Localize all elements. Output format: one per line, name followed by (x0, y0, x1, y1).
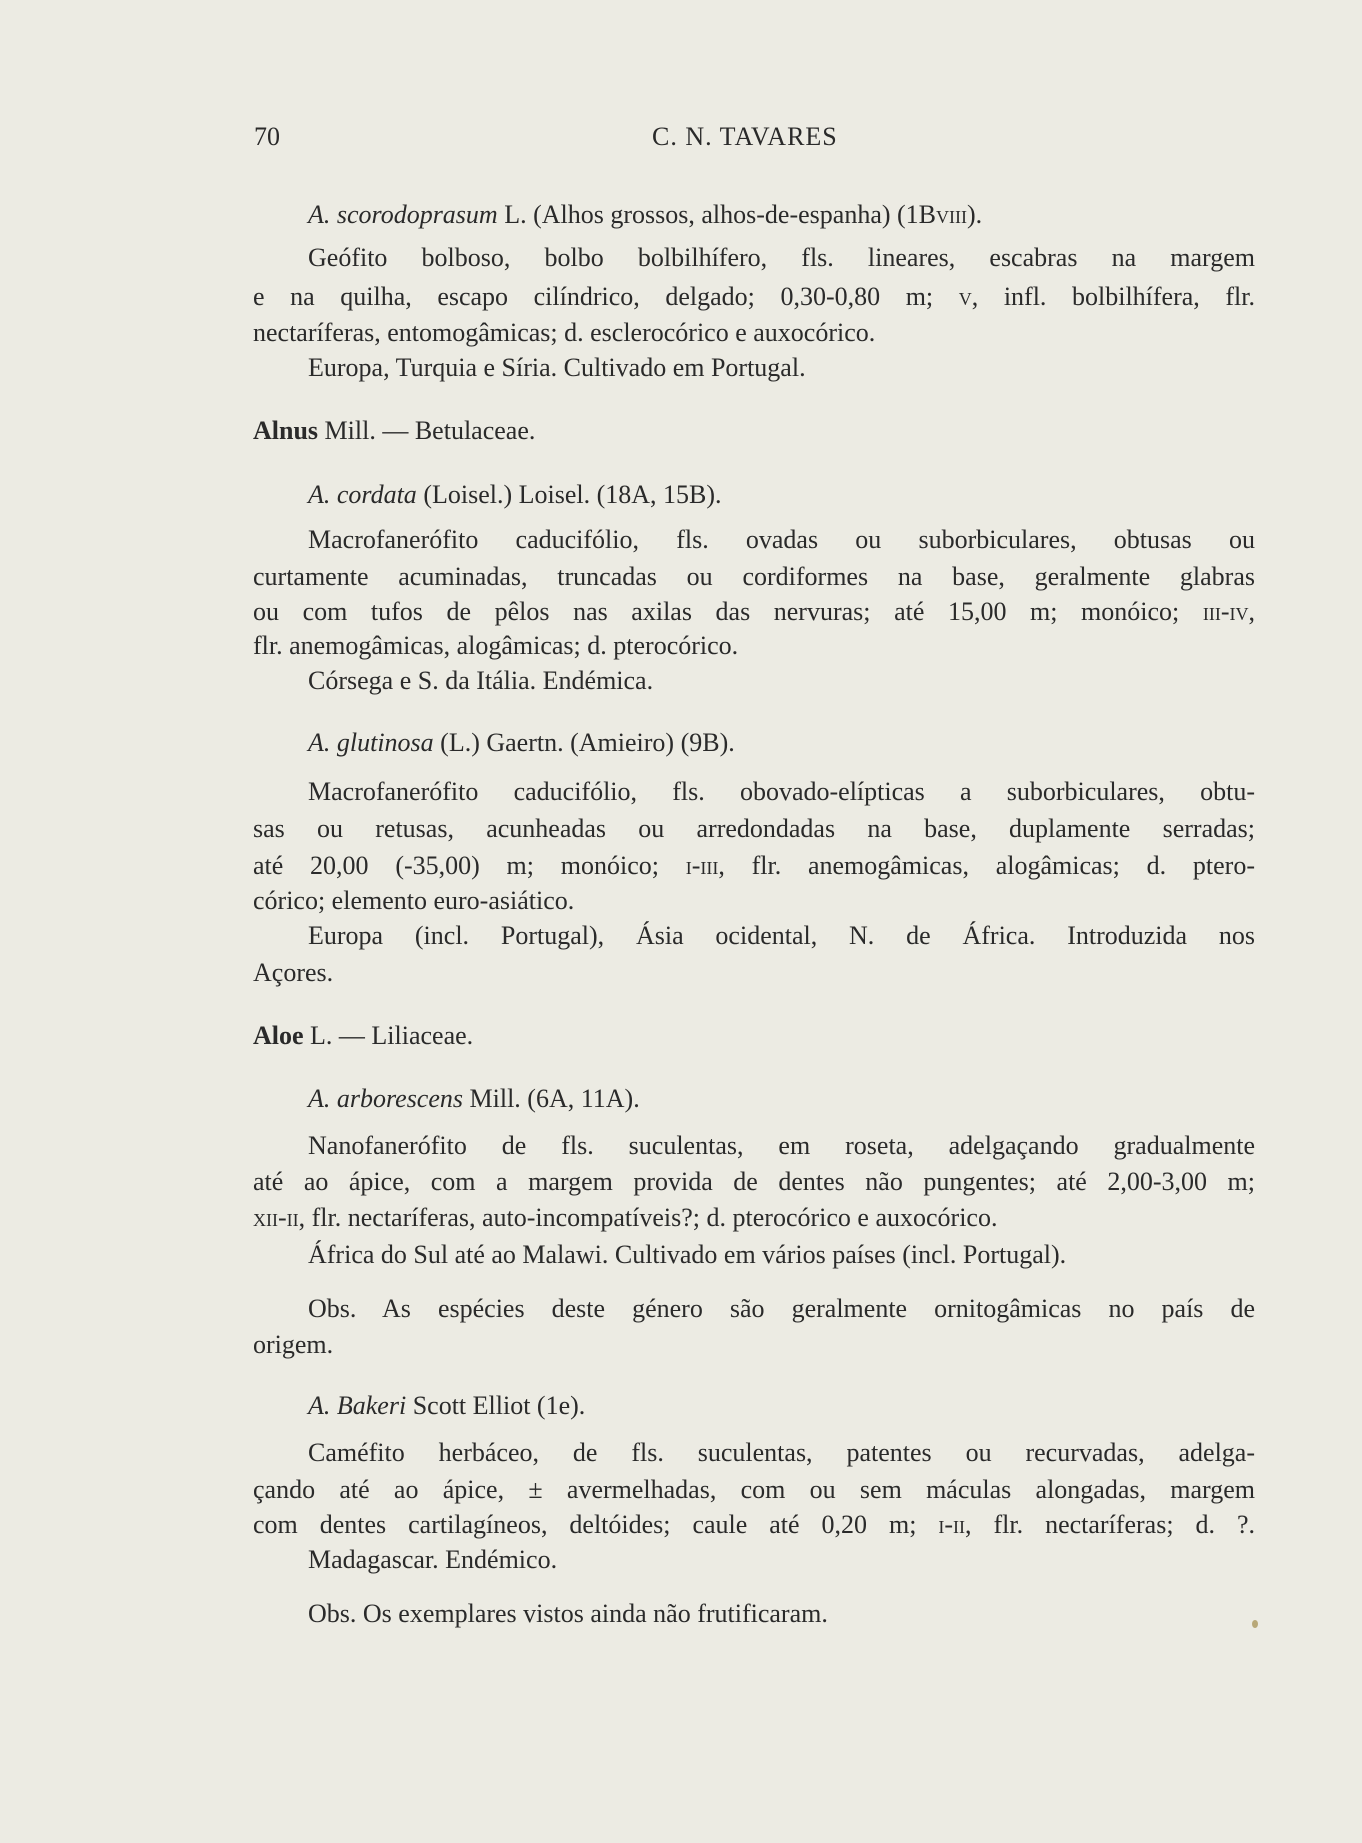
text-segment: Europa, Turquia e Síria. Cultivado em Portugal. (308, 353, 806, 382)
text-line (308, 1081, 1255, 1117)
text-line (253, 315, 1255, 351)
text-line (308, 197, 1255, 233)
text-line (308, 477, 1255, 513)
text-segment: (Loisel.) Loisel. (18A, 15B). (416, 480, 722, 509)
text-line (253, 811, 1255, 847)
text-segment: Obs. Os exemplares vistos ainda não frutificaram. (308, 1599, 828, 1628)
text-line (308, 725, 1255, 761)
text-line (253, 559, 1255, 595)
text-segment: , flr. anemogâmicas, alogâmicas; d. ptero- (718, 851, 1255, 880)
text-line (253, 279, 1255, 315)
text-line (308, 774, 1255, 810)
text-segment: çando até ao ápice, ± avermelhadas, com ou sem máculas alongadas, margem (253, 1475, 1255, 1504)
text-segment: viii (936, 200, 968, 229)
text-line (308, 1128, 1255, 1164)
text-line (253, 1164, 1255, 1200)
text-segment: com dentes cartilagíneos, deltóides; caule até 0,20 m; (253, 1510, 939, 1539)
text-line (253, 594, 1255, 630)
text-segment: , infl. bolbilhífera, flr. (971, 282, 1255, 311)
text-line (308, 522, 1255, 558)
text-segment: sas ou retusas, acunheadas ou arredondadas na base, duplamente serradas; (253, 814, 1255, 843)
text-segment: Madagascar. Endémico. (308, 1545, 558, 1574)
text-segment: e na quilha, escapo cilíndrico, delgado; 0,30-0,80 m; (253, 282, 959, 311)
species-name: A. glutinosa (308, 728, 434, 757)
text-segment: até 20,00 (-35,00) m; monóico; (253, 851, 686, 880)
genus-name: Aloe (253, 1021, 304, 1050)
text-segment: Caméfito herbáceo, de fls. suculentas, patentes ou recurvadas, adelga- (308, 1438, 1255, 1467)
text-segment: nectaríferas, entomogâmicas; d. esclerocórico e auxocórico. (253, 318, 876, 347)
text-line (253, 1327, 1255, 1363)
text-line (308, 240, 1255, 276)
text-segment: Macrofanerófito caducifólio, fls. obovado-elípticas a suborbiculares, obtu- (308, 777, 1255, 806)
species-name: A. scorodoprasum (308, 200, 498, 229)
text-segment: Nanofanerófito de fls. suculentas, em roseta, adelgaçando gradualmente (308, 1131, 1255, 1160)
text-line (253, 1507, 1255, 1543)
text-segment: flr. anemogâmicas, alogâmicas; d. pterocórico. (253, 631, 739, 660)
paper-speck (1252, 1620, 1258, 1628)
text-line (308, 918, 1255, 954)
text-segment: ). (967, 200, 983, 229)
text-line (253, 1018, 1255, 1054)
text-segment: Mill. (6A, 11A). (463, 1084, 640, 1113)
text-line (308, 663, 1255, 699)
text-line (253, 883, 1255, 919)
text-segment: origem. (253, 1330, 334, 1359)
species-name: A. cordata (308, 480, 417, 509)
text-segment: i-ii (938, 1510, 966, 1539)
text-segment: i-iii (685, 851, 719, 880)
page-number: 70 (254, 122, 280, 151)
text-segment: Obs. As espécies deste género são geralmente ornitogâmicas no país de (308, 1294, 1255, 1323)
text-segment: xii-ii (253, 1203, 299, 1232)
text-line (308, 1542, 1255, 1578)
text-line (253, 848, 1255, 884)
text-line (253, 413, 1255, 449)
text-segment: córico; elemento euro-asiático. (253, 886, 575, 915)
text-segment: Geófito bolboso, bolbo bolbilhífero, fls. lineares, escabras na margem (308, 243, 1255, 272)
text-segment: , flr. nectaríferas; d. ?. (965, 1510, 1255, 1539)
text-segment: Açores. (253, 958, 334, 987)
text-segment: , (1248, 597, 1255, 626)
text-line (253, 1200, 1255, 1236)
text-segment: curtamente acuminadas, truncadas ou cordiformes na base, geralmente glabras (253, 562, 1255, 591)
text-line (308, 350, 1255, 386)
text-segment: Mill. — Betulaceae. (318, 416, 536, 445)
genus-name: Alnus (253, 416, 319, 445)
text-line (308, 1291, 1255, 1327)
text-line (308, 1596, 1255, 1632)
text-segment: Europa (incl. Portugal), Ásia ocidental, N. de África. Introduzida nos (308, 921, 1255, 950)
text-segment: Córsega e S. da Itália. Endémica. (308, 666, 654, 695)
text-line (253, 628, 1255, 664)
text-line (308, 1388, 1255, 1424)
text-segment: v (958, 282, 972, 311)
text-segment: L. (Alhos grossos, alhos-de-espanha) (1B (497, 200, 937, 229)
text-line (308, 1237, 1255, 1273)
text-line (253, 955, 1255, 991)
text-segment: até ao ápice, com a margem provida de dentes não pungentes; até 2,00-3,00 m; (253, 1167, 1255, 1196)
text-line (308, 1435, 1255, 1471)
text-segment: (L.) Gaertn. (Amieiro) (9B). (433, 728, 735, 757)
species-name: A. arborescens (308, 1084, 464, 1113)
text-line (253, 1472, 1255, 1508)
running-head: C. N. TAVARES (652, 122, 838, 151)
text-segment: L. — Liliaceae. (303, 1021, 474, 1050)
text-segment: Scott Elliot (1e). (406, 1391, 586, 1420)
text-segment: ou com tufos de pêlos nas axilas das nervuras; até 15,00 m; monóico; (253, 597, 1203, 626)
species-name: A. Bakeri (308, 1391, 407, 1420)
text-segment: , flr. nectaríferas, auto-incompatíveis?; d. pterocórico e auxocórico. (298, 1203, 998, 1232)
text-segment: África do Sul até ao Malawi. Cultivado em vários países (incl. Portugal). (308, 1240, 1067, 1269)
text-segment: iii-iv (1202, 597, 1249, 626)
text-segment: Macrofanerófito caducifólio, fls. ovadas ou suborbiculares, obtusas ou (308, 525, 1255, 554)
